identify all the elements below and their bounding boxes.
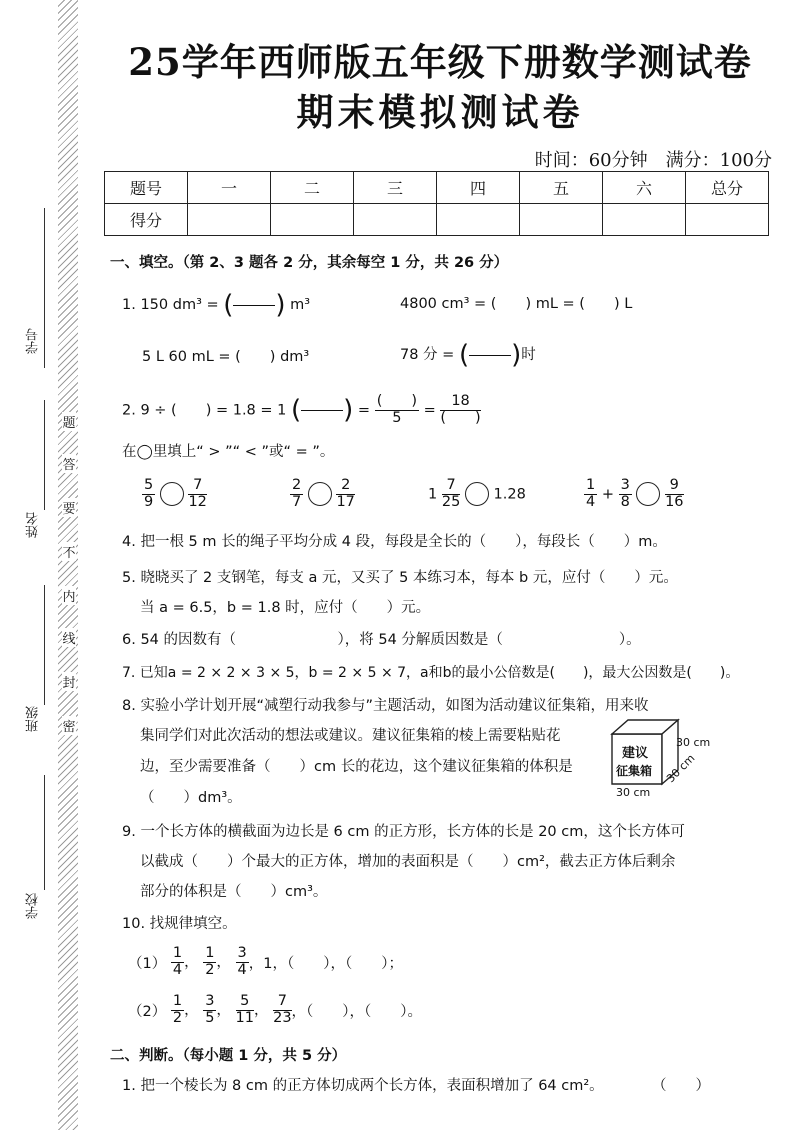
fraction-denominator: 5	[205, 1009, 215, 1026]
fraction-numerator: 2	[336, 478, 354, 495]
fraction-numerator: 1	[586, 477, 596, 493]
table-cell: 一	[188, 172, 271, 204]
seal-char: 答	[62, 454, 76, 473]
table-cell: 二	[271, 172, 354, 204]
compare-3	[428, 478, 526, 511]
fraction-denominator: 17	[336, 493, 355, 510]
fraction-denominator: 8	[620, 493, 630, 510]
fraction-denominator: 23	[273, 1009, 292, 1026]
sub-label: （1）	[128, 955, 167, 972]
fraction-18-over-blank[interactable]	[440, 394, 480, 427]
fraction-denominator: 2	[205, 961, 215, 978]
question-6: 6. 54 的因数有（ ），将 54 分解质因数是（ ）。	[122, 632, 641, 648]
question-10-title: 10. 找规律填空。	[122, 916, 237, 932]
question-8-line4: （ ）dm³。	[140, 790, 242, 806]
fraction	[290, 478, 303, 511]
unit-text: 时	[521, 347, 536, 363]
fraction-numerator: ( )	[376, 393, 418, 409]
fraction	[203, 946, 216, 979]
score-input-cell[interactable]	[520, 204, 603, 236]
fraction-numerator: 1	[172, 945, 183, 961]
question-5-line1: 5. 晓晓买了 2 支钢笔，每支 a 元，又买了 5 本练习本，每本 b 元，应付（ ）元。	[122, 570, 678, 586]
fraction-numerator: 9	[665, 478, 683, 495]
table-cell: 题号	[105, 172, 188, 204]
question-8-line2: 集同学们对此次活动的想法或建议。建议征集箱的棱上需要粘贴花	[140, 728, 561, 744]
question-text: 150 dm³ =	[140, 297, 224, 313]
decimal-value: 1.28	[493, 486, 526, 503]
fraction-numerator: 7	[273, 994, 291, 1011]
fraction-numerator: 3	[237, 945, 247, 961]
question-number: 1.	[122, 297, 136, 313]
fraction	[203, 994, 216, 1027]
fraction	[273, 994, 291, 1027]
sub-label: （2）	[128, 1003, 167, 1020]
judgement-answer-paren[interactable]: （ ）	[652, 1078, 710, 1094]
question-1c: 5 L 60 mL = ( ) dm³	[142, 349, 310, 365]
fraction-denominator: ( )	[440, 409, 481, 426]
equals-sign: =	[357, 402, 371, 419]
score-table-score-row	[105, 204, 769, 236]
question-1a	[122, 290, 310, 320]
fraction	[171, 994, 184, 1027]
fraction	[236, 994, 254, 1027]
question-9-line1: 9. 一个长方体的横截面为边长是 6 cm 的正方形，长方体的长是 20 cm，这个长方体可	[122, 824, 685, 840]
fraction-numerator: 7	[188, 478, 206, 495]
score-input-cell[interactable]	[603, 204, 686, 236]
student-name-label: 姓名	[26, 512, 41, 538]
compare-circle[interactable]	[160, 482, 184, 506]
blank-paren[interactable]: ( )	[291, 395, 354, 426]
score-input-cell[interactable]	[354, 204, 437, 236]
compare-circle[interactable]	[636, 482, 660, 506]
score-input-cell[interactable]	[188, 204, 271, 236]
dimension-width: 30 cm	[616, 786, 651, 799]
table-cell: 总分	[686, 172, 769, 204]
table-cell: 三	[354, 172, 437, 204]
fraction-denominator: 7	[292, 493, 302, 510]
fraction-numerator: 5	[144, 477, 154, 493]
school-label: 学校	[26, 893, 41, 919]
seal-char: 要	[62, 498, 76, 517]
fraction-denominator: 2	[172, 1009, 183, 1026]
fraction-numerator: 3	[620, 477, 630, 493]
fraction-denominator: 25	[441, 493, 461, 510]
time-score-info: 时间：60分钟 满分：100分	[534, 150, 772, 171]
fraction-denominator: 11	[235, 1009, 254, 1026]
question-5-line2: 当 a = 6.5，b = 1.8 时，应付（ ）元。	[140, 600, 431, 616]
question-number: 2.	[122, 402, 136, 419]
table-cell: 五	[520, 172, 603, 204]
fraction	[619, 478, 632, 511]
score-table-header-row	[105, 172, 769, 204]
fraction	[142, 478, 155, 511]
table-cell: 六	[603, 172, 686, 204]
table-cell: 四	[437, 172, 520, 204]
judgement-question-1: 1. 把一个棱长为 8 cm 的正方体切成两个长方体，表面积增加了 64 cm²。	[122, 1078, 604, 1094]
box-label-1: 建议	[622, 746, 649, 761]
binding-hatch-strip	[58, 0, 78, 1130]
question-1b: 4800 cm³ = ( ) mL = ( ) L	[400, 296, 633, 312]
blank-paren[interactable]: ( )	[223, 290, 286, 320]
dimension-height: 30 cm	[676, 736, 711, 749]
page-title: 25学年西师版五年级下册数学测试卷	[128, 40, 752, 84]
unit-text: m³	[290, 297, 311, 313]
fraction-numerator: 18	[440, 394, 480, 411]
question-3: 在◯里填上“ > ”“ < ”或“ = ”。	[122, 444, 335, 460]
fraction-denominator: 4	[237, 961, 247, 978]
dimension-depth: 30 cm	[664, 751, 698, 786]
seal-char: 线	[62, 628, 76, 647]
fraction-numerator: 1	[205, 945, 215, 961]
compare-4	[584, 478, 684, 511]
compare-2	[290, 478, 355, 511]
question-10-sequence-2: （2） $\frac{1}{2}$ ， $\frac{3}{5}$ ， $\frac{5}{11}$ ， $\frac{7}{23}$ ，（ ），（ ）。	[128, 993, 423, 1026]
plus-sign: +	[601, 486, 614, 503]
question-8-line3: 边，至少需要准备（ ）cm 长的花边，这个建议征集箱的体积是	[140, 759, 573, 775]
question-9-line3: 部分的体积是（ ）cm³。	[140, 884, 328, 900]
compare-circle[interactable]	[308, 482, 332, 506]
fraction-denominator: 5	[392, 409, 402, 426]
mixed-whole: 1	[428, 486, 438, 503]
school-line	[44, 775, 45, 890]
table-cell: 得分	[105, 204, 188, 236]
question-9-line2: 以截成（ ）个最大的正方体，增加的表面积是（ ）cm²，截去正方体后剩余	[140, 854, 676, 870]
blank-paren[interactable]: ( )	[458, 340, 522, 370]
class-label: 班级	[26, 706, 41, 732]
fraction-denominator: 12	[188, 493, 207, 510]
question-text: 9 ÷ ( ) = 1.8 = 1	[140, 402, 287, 419]
fraction	[236, 946, 249, 979]
seal-char: 封	[62, 672, 76, 691]
fraction-denominator: 9	[144, 493, 154, 510]
seal-char: 不	[62, 542, 76, 561]
fraction	[665, 478, 683, 511]
student-name-line	[44, 400, 45, 510]
fraction	[171, 946, 184, 979]
fraction-numerator: 5	[236, 994, 254, 1011]
sequence-tail: ，（ ），（ ）。	[291, 1003, 423, 1020]
student-number-line	[44, 208, 45, 368]
question-10-sequence-1: （1） $\frac{1}{4}$ ， $\frac{1}{2}$ ， $\frac{3}{4}$ ，1，（ ），（ ）；	[128, 945, 403, 978]
fraction-blank-over-5[interactable]	[375, 394, 419, 427]
equals-sign: =	[423, 402, 436, 419]
fraction-numerator: 1	[172, 993, 183, 1009]
section2-heading: 二、判断。（每小题 1 分，共 5 分）	[110, 1048, 347, 1064]
score-input-cell[interactable]	[271, 204, 354, 236]
score-input-cell[interactable]	[437, 204, 520, 236]
seal-char: 题	[62, 412, 76, 431]
score-input-cell[interactable]	[686, 204, 769, 236]
section1-heading: 一、填空。（第 2、3 题各 2 分，其余每空 1 分，共 26 分）	[110, 255, 509, 271]
seal-char: 密	[62, 716, 76, 735]
fraction	[188, 478, 206, 511]
compare-circle[interactable]	[465, 482, 489, 506]
fraction-denominator: 4	[586, 493, 596, 510]
question-1d	[400, 340, 536, 370]
fraction	[442, 478, 460, 511]
fraction	[584, 478, 597, 511]
class-line	[44, 585, 45, 705]
fraction-numerator: 7	[442, 478, 460, 495]
fraction-numerator: 2	[292, 477, 302, 493]
fraction	[336, 478, 354, 511]
seal-char: 内	[62, 586, 76, 605]
page-subtitle: 期末模拟测试卷	[296, 90, 584, 134]
question-7: 7. 已知a = 2 × 2 × 3 × 5，b = 2 × 5 × 7，a和b的最小公倍数是( )，最大公因数是( )。	[122, 665, 740, 681]
question-4: 4. 把一根 5 m 长的绳子平均分成 4 段，每段是全长的（ ），每段长（ ）m。	[122, 534, 667, 550]
fraction-denominator: 4	[172, 961, 183, 978]
student-number-label: 学号	[26, 328, 41, 354]
box-label-2: 征集箱	[616, 764, 653, 778]
fraction-denominator: 16	[665, 493, 684, 510]
score-table	[104, 171, 769, 236]
question-2	[122, 394, 481, 427]
sequence-tail: ，1，（ ），（ ）；	[248, 955, 403, 972]
question-text: 78 分 =	[400, 347, 459, 363]
compare-1	[142, 478, 207, 511]
question-8-line1: 8. 实验小学计划开展“减塑行动我参与”主题活动，如图为活动建议征集箱，用来收	[122, 698, 649, 714]
fraction-numerator: 3	[205, 993, 215, 1009]
